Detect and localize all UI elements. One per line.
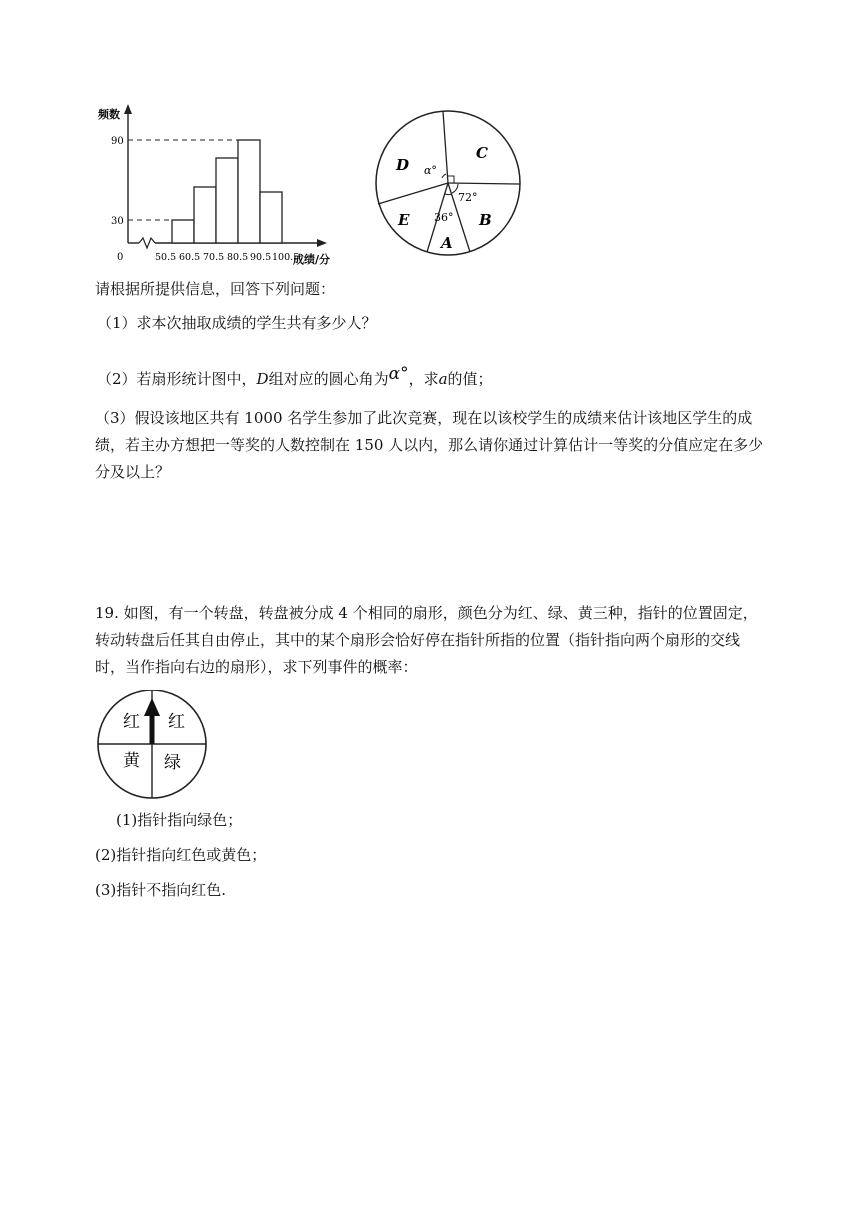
sector-label-b: B: [479, 211, 492, 229]
question-1: （1）求本次抽取成绩的学生共有多少人？: [97, 314, 377, 332]
sector-label-c: C: [476, 144, 488, 162]
q2-middle: 组对应的圆心角为: [268, 370, 389, 388]
angle-label-alpha: α°: [424, 164, 437, 177]
histogram-bar: [194, 187, 216, 243]
q2-prefix: （2）若扇形统计图中，: [97, 370, 257, 388]
sub-question-2: (2)指针指向红色或黄色；: [95, 846, 267, 864]
q2-d-variable: D: [256, 370, 269, 388]
spinner-label-top-right: 红: [168, 712, 185, 732]
y-tick-label: 30: [111, 216, 124, 227]
x-tick-label: 50.5: [155, 252, 177, 263]
question-3: （3）假设该地区共有 1000 名学生参加了此次竞赛，现在以该校学生的成绩来估计该地区学生的成绩，若主办方想把一等奖的人数控制在 150 人以内，那么请你通过计算估计一等奖的分值应定在多少分及以上？: [95, 409, 764, 481]
q2-a-variable: a: [438, 370, 448, 388]
histogram-bar: [172, 220, 194, 243]
x-axis-label: 成绩/分: [293, 253, 331, 266]
q2-alpha: α°: [388, 364, 409, 384]
pointer-shaft: [150, 712, 155, 744]
sector-label-d: D: [396, 156, 410, 174]
x-tick-label: 90.5: [250, 252, 272, 263]
x-tick-label: 70.5: [203, 252, 225, 263]
frequency-histogram: [95, 102, 335, 272]
sector-pie-chart: [370, 108, 530, 258]
sector-label-e: E: [398, 211, 410, 229]
q2-after: ，求: [408, 370, 439, 388]
sub-question-3: (3)指针不指向红色.: [95, 881, 227, 899]
spinner-label-bottom-left: 黄: [123, 751, 140, 771]
origin-label: 0: [117, 252, 124, 263]
spinner-label-bottom-right: 绿: [164, 753, 181, 773]
x-tick-label: 60.5: [179, 252, 201, 263]
angle-label-72: 72°: [458, 191, 478, 204]
sub-question-1: (1)指针指向绿色；: [116, 811, 243, 829]
histogram-bar: [216, 158, 238, 243]
q2-suffix: 的值；: [447, 370, 493, 388]
histogram-bar: [260, 192, 282, 243]
y-axis-label: 频数: [98, 108, 120, 121]
sector-label-a: A: [441, 234, 453, 252]
x-tick-label: 100.5: [272, 252, 300, 263]
intro-text: 请根据所提供信息，回答下列问题：: [95, 280, 336, 298]
y-tick-label: 90: [111, 136, 124, 147]
angle-label-36: 36°: [434, 211, 454, 224]
question-2: [97, 364, 493, 389]
x-tick-label: 80.5: [227, 252, 249, 263]
histogram-bar: [238, 140, 260, 243]
spinner-label-top-left: 红: [123, 712, 140, 732]
question-19: 19. 如图，有一个转盘，转盘被分成 4 个相同的扇形，颜色分为红、绿、黄三种，指针的位置固定，转动转盘后任其自由停止，其中的某个扇形会恰好停在指针所指的位置（指针指向两个扇形的交线时，当作指向右边的扇形），求下列事件的概率：: [95, 604, 758, 676]
spinner-diagram: [92, 690, 212, 802]
